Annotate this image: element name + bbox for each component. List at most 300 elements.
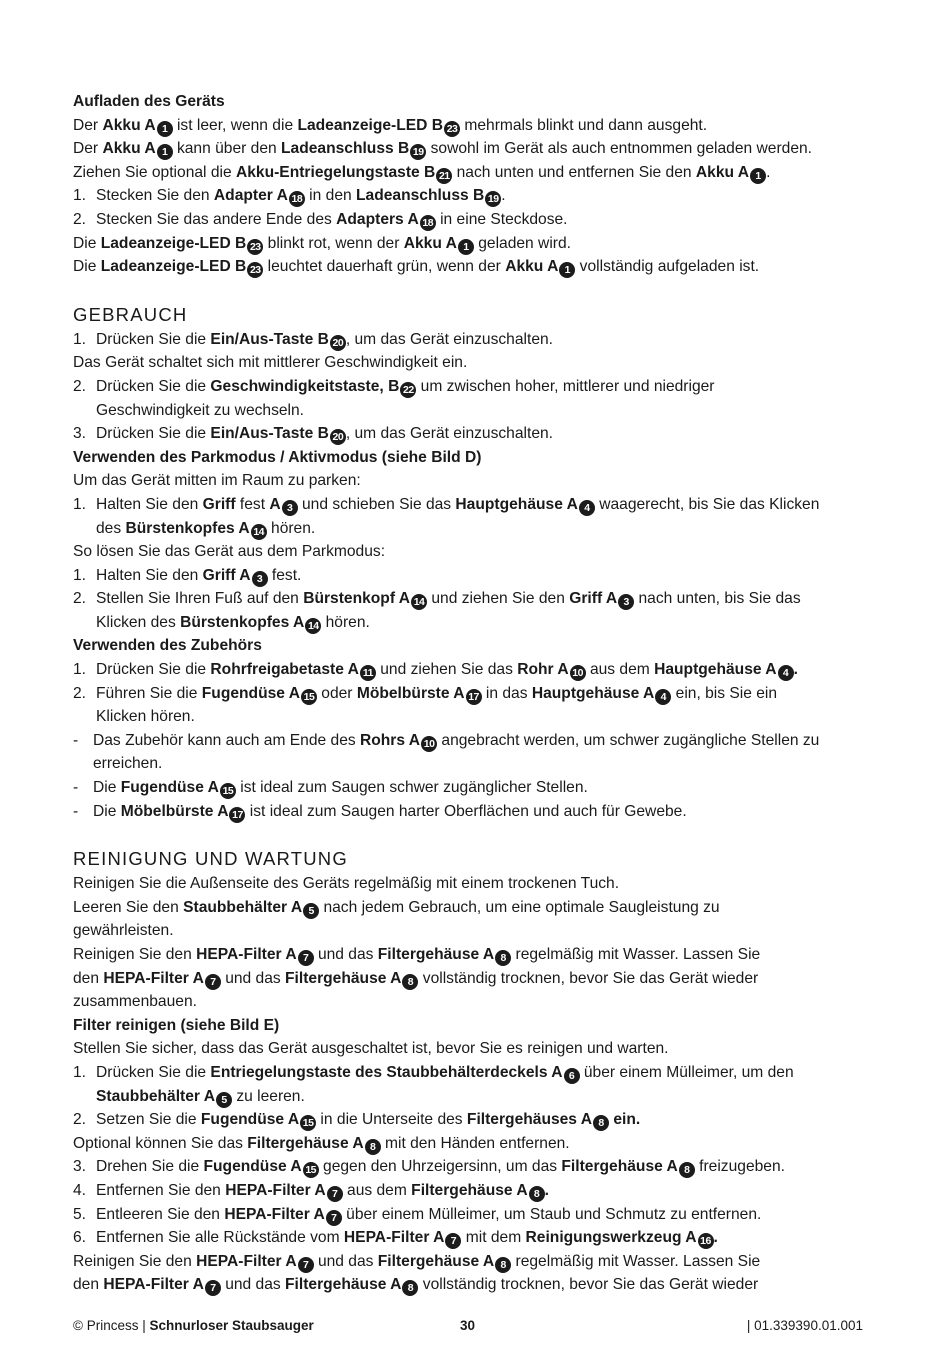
text-run: Halten Sie den [96, 566, 203, 584]
text-run: blinkt rot, wenn der [263, 234, 404, 252]
text-run: REINIGUNG UND WARTUNG [73, 848, 348, 870]
part-number-badge: 1 [750, 168, 766, 184]
item-text [96, 422, 553, 446]
bold-term: Adapters A [336, 210, 419, 228]
text-run: des [96, 519, 126, 537]
text-run: ist ideal zum Saugen harter Oberflächen und auch für Gewebe. [245, 802, 687, 820]
text-run: fest. [267, 566, 302, 584]
text-run: mehrmals blinkt und dann ausgeht. [460, 116, 708, 134]
text-run: Das Zubehör kann auch am Ende des [93, 731, 360, 749]
text-run: in die Unterseite des [316, 1111, 467, 1129]
part-number-badge: 17 [229, 807, 245, 823]
text-run: in eine Steckdose. [435, 210, 568, 228]
bold-term: Akku A [505, 258, 559, 276]
text-run: nach unten und entfernen Sie den [452, 163, 696, 181]
bold-term: Ladeanschluss B [281, 140, 410, 158]
text-run: fest [235, 495, 270, 513]
item-text [96, 1179, 549, 1203]
bold-term: Filtergehäuses A [466, 1111, 592, 1129]
text-run: . [501, 187, 506, 205]
bold-term: Akku A [695, 163, 750, 181]
part-number-badge: 5 [303, 903, 319, 919]
numbered-step [73, 564, 873, 588]
step-number: 1. [73, 661, 87, 679]
bold-term: Filtergehäuse A [285, 969, 402, 987]
bold-term: Akku A [403, 234, 457, 252]
item-text [96, 328, 553, 352]
text-run: und schieben Sie das [297, 495, 456, 513]
step-number: 4. [73, 1181, 87, 1199]
part-number-badge: 19 [410, 144, 426, 160]
bold-term: Verwenden des Zubehörs [73, 637, 262, 655]
text-run: hören. [266, 519, 316, 537]
page-number: 30 [460, 1318, 476, 1333]
text-run: Klicken des [96, 613, 181, 631]
text-run: sowohl im Gerät als auch entnommen geladen werden. [426, 140, 812, 158]
step-number: 2. [73, 210, 87, 228]
bullet-item [73, 729, 873, 753]
paragraph-line [73, 943, 873, 967]
bold-term: Filtergehäuse A [411, 1181, 528, 1199]
bold-term: Staubbehälter A [183, 898, 303, 916]
text-run: Um das Gerät mitten im Raum zu parken: [73, 472, 361, 490]
step-number: 3. [73, 425, 87, 443]
bold-term: Fugendüse A [201, 684, 300, 702]
numbered-step [73, 328, 873, 352]
item-text [96, 1061, 794, 1085]
text-run: Die [93, 779, 121, 797]
bold-term: Staubbehälter A [96, 1087, 215, 1105]
subsection-heading [73, 90, 873, 114]
part-number-badge: 3 [618, 594, 634, 610]
text-run: . [766, 163, 771, 181]
part-number-badge: 15 [301, 689, 317, 705]
numbered-step [73, 375, 873, 399]
step-continuation [73, 705, 873, 729]
step-continuation [73, 1085, 873, 1109]
item-text [96, 184, 506, 208]
bullet-dash: - [73, 779, 79, 797]
step-number: 2. [73, 1111, 87, 1129]
part-number-badge: 18 [289, 191, 305, 207]
numbered-step [73, 658, 873, 682]
text-run: Das Gerät schaltet sich mit mittlerer Geschwindigkeit ein. [73, 354, 468, 372]
text-run: über einem Mülleimer, um Staub und Schmutz zu entfernen. [341, 1205, 762, 1223]
bold-term: Rohr A [517, 661, 569, 679]
item-text [93, 729, 819, 753]
numbered-step [73, 1226, 873, 1250]
text-run: Drehen Sie die [96, 1158, 204, 1176]
subsection-heading [73, 634, 873, 658]
numbered-step [73, 208, 873, 232]
bold-term: Filtergehäuse A [285, 1276, 402, 1294]
part-number-badge: 15 [303, 1162, 319, 1178]
part-number-badge: 8 [495, 1257, 511, 1273]
text-run: ist ideal zum Saugen schwer zugänglicher Stellen. [235, 779, 588, 797]
bold-term: Ein/Aus-Taste B [210, 330, 329, 348]
text-run: Stecken Sie das andere Ende des [96, 210, 337, 228]
part-number-badge: 19 [485, 191, 501, 207]
numbered-step [73, 587, 873, 611]
part-number-badge: 11 [360, 665, 376, 681]
document-code: | 01.339390.01.001 [746, 1318, 863, 1333]
text-run: Entfernen Sie alle Rückstände vom [96, 1229, 344, 1247]
item-text [93, 776, 588, 800]
text-run: vollständig aufgeladen ist. [575, 258, 760, 276]
item-text [96, 682, 777, 706]
item-text [96, 587, 801, 611]
part-number-badge: 7 [298, 950, 314, 966]
bold-term: Griff A [202, 566, 251, 584]
part-number-badge: 4 [655, 689, 671, 705]
step-number: 3. [73, 1158, 87, 1176]
text-run: aus dem [342, 1181, 412, 1199]
bold-term: Aufladen des Geräts [73, 93, 225, 110]
part-number-badge: 4 [579, 500, 595, 516]
document-body [73, 90, 873, 1297]
step-continuation [73, 399, 873, 423]
item-text [96, 1155, 785, 1179]
bold-term: A [269, 495, 281, 513]
bold-term: Bürstenkopfes A [125, 519, 250, 537]
step-number: 6. [73, 1229, 87, 1247]
text-run: Drücken Sie die [96, 377, 211, 395]
bold-term: HEPA-Filter A [103, 1276, 204, 1294]
text-run: mit dem [461, 1229, 526, 1247]
text-run: geladen wird. [473, 234, 571, 252]
paragraph-line [73, 1132, 873, 1156]
step-number: 2. [73, 377, 87, 395]
text-run: Geschwindigkeit zu wechseln. [96, 401, 305, 419]
text-run: den [73, 969, 104, 987]
text-run: und das [313, 946, 378, 963]
part-number-badge: 23 [247, 262, 263, 278]
bold-term: Filter reinigen (siehe Bild E) [73, 1016, 280, 1034]
text-run: aus dem [585, 661, 655, 679]
text-run: oder [316, 684, 357, 702]
text-run: und ziehen Sie das [375, 661, 518, 679]
text-run: Reinigen Sie die Außenseite des Geräts regelmäßig mit einem trockenen Tuch. [73, 875, 620, 893]
part-number-badge: 7 [298, 1257, 314, 1273]
text-run: Drücken Sie die [96, 330, 211, 348]
text-run: und das [220, 1276, 286, 1294]
numbered-step [73, 1179, 873, 1203]
part-number-badge: 1 [458, 239, 474, 255]
text-run: Klicken hören. [96, 708, 195, 726]
bold-term: Geschwindigkeitstaste, B [210, 377, 400, 395]
part-number-badge: 1 [157, 121, 173, 137]
text-run: Optional können Sie das [73, 1134, 248, 1152]
text-run: Reinigen Sie den [73, 1252, 197, 1270]
bold-term: ein. [609, 1111, 641, 1129]
text-run: und ziehen Sie den [427, 590, 570, 608]
subsection-heading [73, 446, 873, 470]
item-text [96, 375, 715, 399]
bold-term: Hauptgehäuse A [455, 495, 578, 513]
step-number: 1. [73, 330, 87, 348]
bold-term: HEPA-Filter A [343, 1229, 445, 1247]
part-number-badge: 18 [420, 215, 436, 231]
text-run: und das [313, 1252, 378, 1270]
part-number-badge: 10 [570, 665, 586, 681]
paragraph-line [73, 967, 873, 991]
text-run: Entleeren Sie den [96, 1205, 225, 1223]
step-number: 2. [73, 684, 87, 702]
part-number-badge: 8 [593, 1115, 609, 1131]
bold-term: Filtergehäuse A [247, 1134, 364, 1152]
text-run: vollständig trocknen, bevor Sie das Gerät wieder [418, 1276, 759, 1294]
numbered-step [73, 1108, 873, 1132]
part-number-badge: 3 [252, 571, 268, 587]
item-text [96, 493, 819, 517]
text-run: Reinigen Sie den [73, 946, 197, 963]
bold-term: Möbelbürste A [356, 684, 465, 702]
part-number-badge: 22 [400, 382, 416, 398]
paragraph-line [73, 896, 873, 920]
paragraph-line [73, 351, 873, 375]
bold-term: Ein/Aus-Taste B [210, 425, 329, 443]
text-run: zu leeren. [232, 1087, 305, 1105]
step-number: 1. [73, 495, 87, 513]
text-run: erreichen. [93, 755, 163, 773]
part-number-badge: 7 [205, 1280, 221, 1296]
bold-term: Adapter A [213, 187, 288, 205]
text-run: und das [220, 969, 286, 987]
step-number: 1. [73, 187, 87, 205]
part-number-badge: 6 [564, 1068, 580, 1084]
numbered-step [73, 682, 873, 706]
section-heading [73, 845, 873, 872]
bold-term: Akku-Entriegelungstaste B [235, 163, 436, 181]
text-run: freizugeben. [694, 1158, 785, 1176]
part-number-badge: 8 [679, 1162, 695, 1178]
item-text [96, 658, 798, 682]
footer-copyright: © Princess | [73, 1318, 150, 1333]
part-number-badge: 10 [421, 736, 437, 752]
part-number-badge: 7 [205, 974, 221, 990]
bold-term: . [713, 1229, 718, 1247]
paragraph-line [73, 872, 873, 896]
step-continuation [73, 611, 873, 635]
footer-brand [73, 1316, 314, 1336]
text-run: den [73, 1276, 104, 1294]
bold-term: Fugendüse A [203, 1158, 302, 1176]
bold-term: Fugendüse A [120, 779, 219, 797]
bold-term: Rohrs A [360, 731, 421, 749]
text-run: Der [73, 116, 103, 134]
part-number-badge: 3 [282, 500, 298, 516]
paragraph-line [73, 232, 873, 256]
paragraph-line [73, 1037, 873, 1061]
numbered-step [73, 422, 873, 446]
section-spacer [73, 823, 873, 845]
text-run: um zwischen hoher, mittlerer und niedriger [416, 377, 715, 395]
text-run: nach unten, bis Sie das [634, 590, 801, 608]
bold-term: Filtergehäuse A [377, 946, 495, 963]
text-run: mit den Händen entfernen. [380, 1134, 570, 1152]
text-run: vollständig trocknen, bevor Sie das Gerät wieder [418, 969, 759, 987]
text-run: über einem Mülleimer, um den [579, 1063, 794, 1081]
bold-term: HEPA-Filter A [224, 1205, 325, 1223]
text-run: So lösen Sie das Gerät aus dem Parkmodus: [73, 543, 386, 561]
text-run: Die [73, 258, 101, 276]
bold-term: Bürstenkopf A [303, 590, 411, 608]
text-run: Der [73, 140, 103, 158]
text-run: in das [481, 684, 532, 702]
item-text [96, 1226, 718, 1250]
subsection-heading [73, 1014, 873, 1038]
bold-term: Ladeanschluss B [356, 187, 485, 205]
part-number-badge: 20 [330, 429, 346, 445]
text-run: leuchtet dauerhaft grün, wenn der [263, 258, 506, 276]
part-number-badge: 23 [247, 239, 263, 255]
section-heading [73, 301, 873, 328]
part-number-badge: 7 [445, 1233, 461, 1249]
part-number-badge: 15 [300, 1115, 316, 1131]
text-run: ist leer, wenn die [172, 116, 298, 134]
item-text [93, 800, 687, 824]
text-run: in den [304, 187, 356, 205]
text-run: Leeren Sie den [73, 898, 184, 916]
part-number-badge: 1 [559, 262, 575, 278]
part-number-badge: 21 [436, 168, 452, 184]
numbered-step [73, 1061, 873, 1085]
bold-term: Entriegelungstaste des Staubbehälterdeckels A [210, 1063, 563, 1081]
bold-term: Ladeanzeige-LED B [297, 116, 444, 134]
text-run: Halten Sie den [96, 495, 203, 513]
paragraph-line [73, 990, 873, 1014]
paragraph-line [73, 255, 873, 279]
bold-term: Filtergehäuse A [377, 1252, 495, 1270]
numbered-step [73, 1203, 873, 1227]
step-number: 1. [73, 566, 87, 584]
bold-term: Ladeanzeige-LED B [100, 234, 247, 252]
bullet-continuation [73, 752, 873, 776]
part-number-badge: 1 [157, 144, 173, 160]
part-number-badge: 8 [495, 950, 511, 966]
bold-term: Akku A [102, 116, 156, 134]
bullet-dash: - [73, 802, 79, 820]
item-text [96, 1108, 640, 1132]
text-run: Drücken Sie die [96, 1063, 211, 1081]
part-number-badge: 7 [326, 1210, 342, 1226]
part-number-badge: 23 [444, 121, 460, 137]
bold-term: Hauptgehäuse A [654, 661, 777, 679]
text-run: Führen Sie die [96, 684, 202, 702]
item-text [96, 208, 568, 232]
section-spacer [73, 279, 873, 301]
page-footer [73, 1316, 863, 1336]
item-text [96, 564, 301, 588]
text-run: waagerecht, bis Sie das Klicken [594, 495, 820, 513]
paragraph-line [73, 137, 873, 161]
bold-term: Bürstenkopfes A [180, 613, 305, 631]
step-number: 5. [73, 1205, 87, 1223]
bold-term: Hauptgehäuse A [531, 684, 655, 702]
bullet-item [73, 776, 873, 800]
text-run: Stecken Sie den [96, 187, 214, 205]
text-run: Die [73, 234, 101, 252]
bold-term: . [793, 661, 798, 679]
numbered-step [73, 1155, 873, 1179]
bold-term: Ladeanzeige-LED B [100, 258, 247, 276]
part-number-badge: 16 [698, 1233, 714, 1249]
text-run: , um das Gerät einzuschalten. [345, 330, 554, 348]
part-number-badge: 20 [330, 335, 346, 351]
step-number: 2. [73, 590, 87, 608]
paragraph-line [73, 1273, 873, 1297]
text-run: kann über den [172, 140, 281, 158]
paragraph-line [73, 919, 873, 943]
part-number-badge: 8 [402, 974, 418, 990]
bold-term: Griff [202, 495, 236, 513]
text-run: Stellen Sie sicher, dass das Gerät ausgeschaltet ist, bevor Sie es reinigen und warten. [73, 1040, 669, 1058]
bullet-item [73, 800, 873, 824]
bold-term: Möbelbürste A [120, 802, 229, 820]
part-number-badge: 8 [529, 1186, 545, 1202]
text-run: , um das Gerät einzuschalten. [345, 425, 554, 443]
text-run: nach jedem Gebrauch, um eine optimale Saugleistung zu [319, 898, 720, 916]
bold-term: Reinigungswerkzeug A [525, 1229, 697, 1247]
paragraph-line [73, 114, 873, 138]
step-number: 1. [73, 1063, 87, 1081]
part-number-badge: 4 [778, 665, 794, 681]
bold-term: . [544, 1181, 549, 1199]
bold-term: HEPA-Filter A [225, 1181, 326, 1199]
text-run: angebracht werden, um schwer zugängliche Stellen zu [437, 731, 820, 749]
part-number-badge: 17 [466, 689, 482, 705]
part-number-badge: 7 [327, 1186, 343, 1202]
part-number-badge: 14 [251, 524, 267, 540]
paragraph-line [73, 1250, 873, 1274]
bold-term: Filtergehäuse A [561, 1158, 678, 1176]
step-continuation [73, 517, 873, 541]
text-run: hören. [321, 613, 370, 631]
paragraph-line [73, 161, 873, 185]
bold-term: HEPA-Filter A [103, 969, 204, 987]
paragraph-line [73, 469, 873, 493]
text-run: Stellen Sie Ihren Fuß auf den [96, 590, 304, 608]
part-number-badge: 14 [411, 594, 427, 610]
bold-term: Rohrfreigabetaste A [210, 661, 359, 679]
bold-term: Akku A [102, 140, 156, 158]
text-run: gegen den Uhrzeigersinn, um das [318, 1158, 562, 1176]
text-run: Die [93, 802, 121, 820]
text-run: Entfernen Sie den [96, 1181, 226, 1199]
bold-term: HEPA-Filter A [196, 946, 297, 963]
bold-term: Verwenden des Parkmodus / Aktivmodus (siehe Bild D) [73, 448, 482, 466]
paragraph-line [73, 540, 873, 564]
footer-product: Schnurloser Staubsauger [149, 1318, 314, 1333]
bold-term: HEPA-Filter A [196, 1252, 297, 1270]
part-number-badge: 14 [305, 618, 321, 634]
part-number-badge: 8 [365, 1139, 381, 1155]
item-text [96, 1203, 761, 1227]
numbered-step [73, 493, 873, 517]
bullet-dash: - [73, 731, 79, 749]
text-run: Drücken Sie die [96, 661, 211, 679]
text-run: zusammenbauen. [73, 993, 197, 1011]
text-run: regelmäßig mit Wasser. Lassen Sie [511, 1252, 761, 1270]
text-run: Drücken Sie die [96, 425, 211, 443]
numbered-step [73, 184, 873, 208]
text-run: Ziehen Sie optional die [73, 163, 236, 181]
part-number-badge: 8 [402, 1280, 418, 1296]
bold-term: Griff A [569, 590, 618, 608]
text-run: GEBRAUCH [73, 303, 188, 325]
text-run: Setzen Sie die [96, 1111, 201, 1129]
text-run: ein, bis Sie ein [671, 684, 778, 702]
